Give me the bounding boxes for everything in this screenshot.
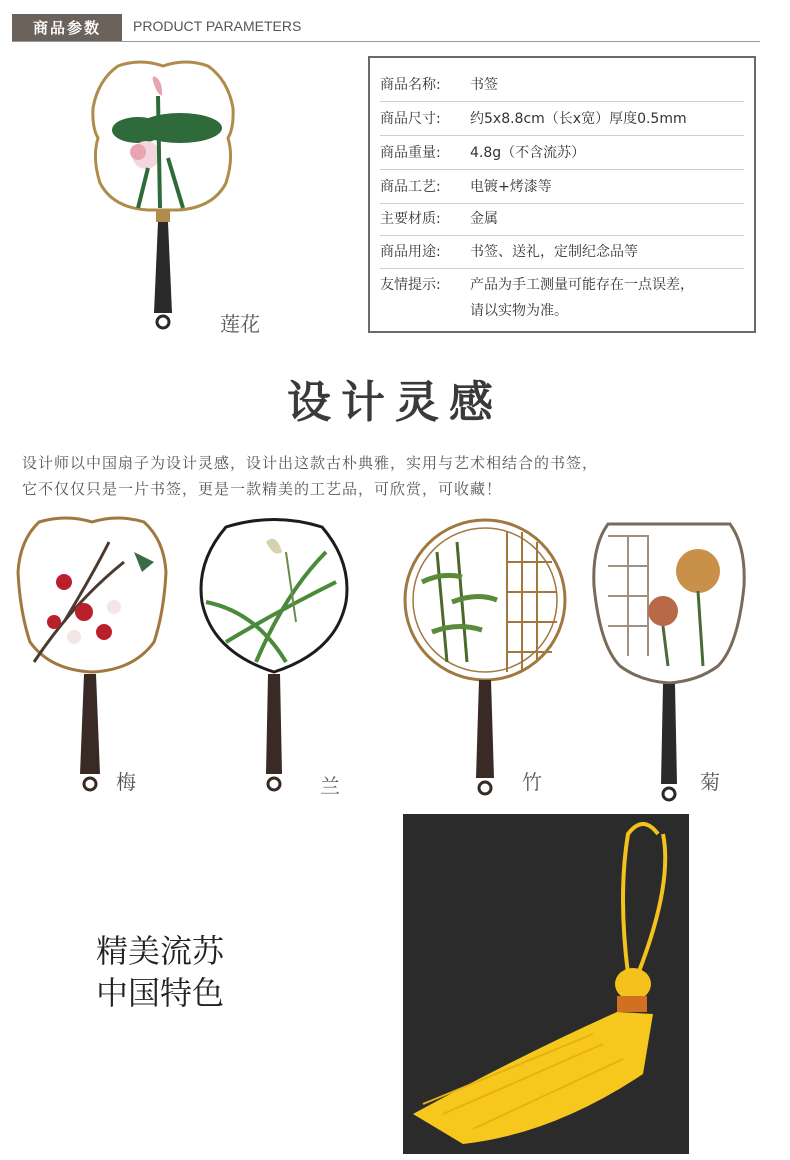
chrysanthemum-caption: 菊 [700,770,720,794]
inspiration-text-line1: 设计师以中国扇子为设计灵感，设计出这款古朴典雅，实用与艺术相结合的书签， [22,454,599,472]
parameter-table [368,56,756,333]
param-row-note-cont: 请以实物为准。 [470,303,568,319]
param-row-craft: 商品工艺: 电镀+烤漆等 [380,179,552,195]
plum-bookmark-image [14,512,170,794]
orchid-caption: 兰 [320,774,340,798]
param-row-size: 商品尺寸: 约5x8.8cm（长x宽）厚度0.5mm [380,111,687,127]
orchid-bookmark-image [196,512,352,794]
tassel-caption [96,930,224,1014]
bamboo-caption: 竹 [522,770,542,794]
param-row-use: 商品用途: 书签、送礼，定制纪念品等 [380,244,638,260]
tassel-photo [403,814,689,1154]
tassel-caption-line2: 中国特色 [96,974,225,1012]
inspiration-title: 设计灵感 [287,377,503,428]
bamboo-bookmark-image [402,512,568,798]
param-row-name: 商品名称: 书签 [380,77,498,93]
param-row-weight: 商品重量: 4.8g（不含流苏） [380,145,586,161]
lotus-caption: 莲花 [220,312,260,336]
param-row-note: 友情提示: 产品为手工测量可能存在一点误差， [380,277,694,293]
section-subtitle: PRODUCT PARAMETERS [133,18,302,34]
header-divider [12,41,760,42]
inspiration-text-line2: 它不仅仅只是一片书签，更是一款精美的工艺品，可欣赏，可收藏！ [22,480,503,498]
chrysanthemum-bookmark-image [588,516,750,804]
plum-caption: 梅 [116,770,136,794]
lotus-bookmark-image [88,58,238,333]
section-badge: 商品参数 [12,14,122,42]
param-row-material: 主要材质: 金属 [380,211,498,227]
tassel-caption-line1: 精美流苏 [96,932,225,970]
